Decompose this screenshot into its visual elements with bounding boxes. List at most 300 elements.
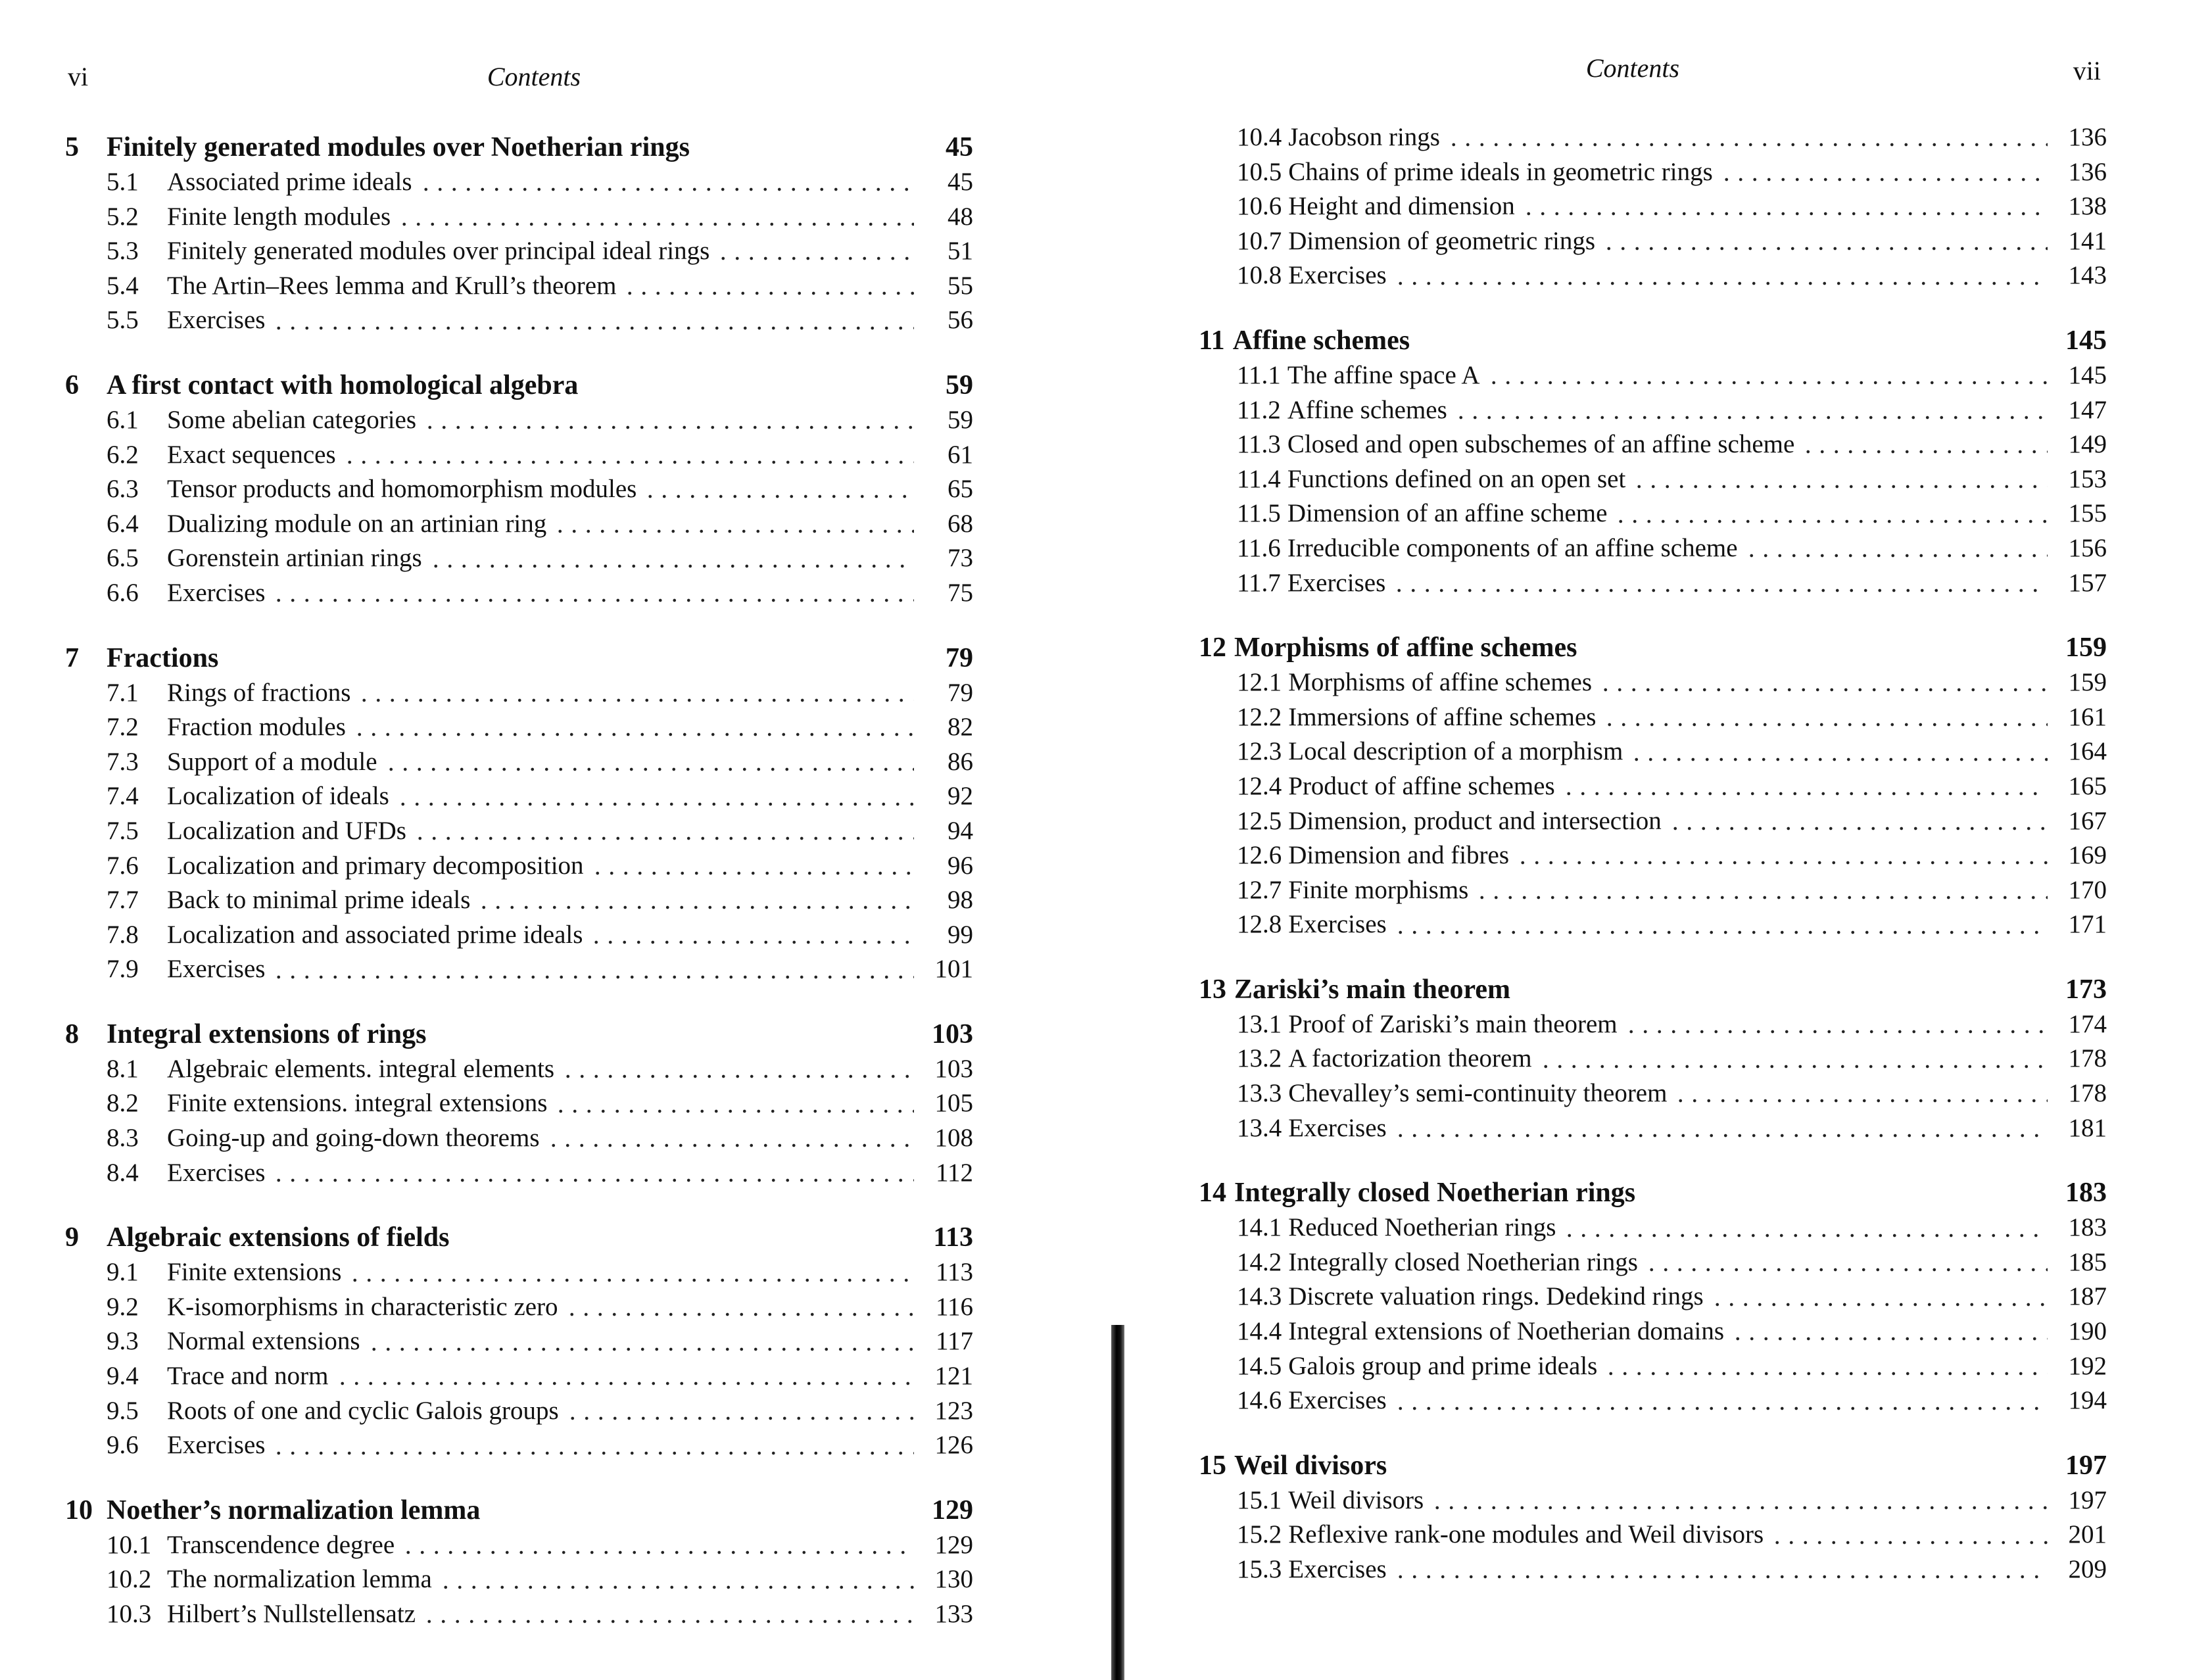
toc-section-entry[interactable]	[65, 1324, 973, 1359]
section-number: 7.5	[107, 816, 139, 845]
toc-section-entry[interactable]	[1199, 1007, 2107, 1042]
dot-leader	[429, 549, 914, 569]
toc-section-entry[interactable]	[65, 472, 973, 507]
toc-section-entry[interactable]	[1199, 1314, 2107, 1349]
section-number: 11.2	[1237, 395, 1281, 424]
section-title: Localization and associated prime ideals	[167, 920, 583, 949]
toc-section-entry[interactable]	[65, 918, 973, 953]
section-number: 9.5	[107, 1396, 139, 1425]
section-page-number: 101	[934, 955, 973, 984]
section-title: Exercises	[167, 955, 266, 984]
toc-section-entry[interactable]	[65, 200, 973, 235]
right-running-head: Contents	[1585, 53, 1680, 83]
chapter-page-number: 183	[2065, 1178, 2107, 1209]
section-title: Integrally closed Noetherian rings	[1288, 1247, 1638, 1276]
section-title: Rings of fractions	[167, 678, 351, 707]
toc-section-entry[interactable]	[65, 849, 973, 884]
dot-leader	[1562, 1218, 2048, 1238]
toc-section-entry[interactable]	[65, 1290, 973, 1325]
toc-section-entry[interactable]	[65, 1597, 973, 1632]
dot-leader	[1393, 266, 2048, 286]
section-page-number: 103	[934, 1054, 973, 1083]
section-number: 13.2	[1237, 1044, 1282, 1073]
section-number: 14.5	[1237, 1351, 1282, 1380]
section-page-number: 105	[934, 1089, 973, 1118]
section-number: 10.6	[1237, 192, 1282, 221]
section-title: Algebraic elements. integral elements	[167, 1054, 555, 1083]
dot-leader	[343, 445, 914, 465]
chapter-heading[interactable]	[65, 1017, 973, 1052]
chapter-heading[interactable]	[65, 641, 973, 676]
chapter-page-number: 59	[946, 370, 973, 400]
section-title: Back to minimal prime ideals	[167, 886, 471, 915]
section-page-number: 48	[948, 202, 973, 231]
section-page-number: 178	[2068, 1079, 2107, 1108]
section-number: 9.2	[107, 1292, 139, 1321]
dot-leader	[1668, 811, 2048, 831]
toc-section-entry[interactable]	[65, 1255, 973, 1290]
toc-section-entry[interactable]	[65, 779, 973, 814]
section-page-number: 201	[2068, 1520, 2107, 1549]
toc-section-entry[interactable]	[65, 576, 973, 611]
section-page-number: 99	[948, 920, 973, 949]
section-page-number: 75	[948, 578, 973, 607]
toc-section-entry[interactable]	[65, 403, 973, 438]
dot-leader	[565, 1401, 914, 1421]
dot-leader	[272, 583, 914, 603]
dot-leader	[367, 1332, 914, 1352]
section-title: Closed and open subschemes of an affine scheme	[1287, 430, 1795, 459]
chapter-page-number: 159	[2065, 633, 2107, 663]
toc-section-entry[interactable]	[65, 1121, 973, 1156]
section-number: 9.6	[107, 1431, 139, 1460]
chapter-title: Noether’s normalization lemma	[107, 1495, 481, 1525]
dot-leader	[1602, 708, 2048, 727]
chapter-number: 14	[1199, 1178, 1226, 1209]
section-page-number: 141	[2068, 226, 2107, 255]
chapter-title: Algebraic extensions of fields	[107, 1222, 450, 1253]
dot-leader	[439, 1570, 914, 1590]
toc-section-entry[interactable]	[65, 1359, 973, 1394]
section-page-number: 94	[948, 816, 973, 845]
toc-section-entry[interactable]	[65, 883, 973, 918]
section-page-number: 183	[2068, 1213, 2107, 1242]
section-title: The affine space A	[1287, 360, 1480, 389]
toc-section-entry[interactable]	[1199, 1349, 2107, 1384]
section-title: Exercises	[1288, 261, 1387, 290]
section-number: 12.4	[1237, 771, 1282, 800]
section-page-number: 126	[934, 1431, 973, 1460]
dot-leader	[1598, 673, 2048, 692]
toc-section-entry[interactable]	[1199, 155, 2107, 190]
chapter-heading[interactable]	[1199, 972, 2107, 1007]
dot-leader	[1719, 162, 2048, 182]
dot-leader	[397, 207, 914, 227]
section-page-number: 165	[2068, 771, 2107, 800]
dot-leader	[1562, 777, 2048, 796]
dot-leader	[272, 960, 914, 980]
section-number: 7.9	[107, 955, 139, 984]
section-number: 14.2	[1237, 1247, 1282, 1276]
dot-leader	[565, 1297, 914, 1317]
chapter-number: 6	[65, 370, 79, 400]
dot-leader	[554, 1094, 914, 1114]
section-number: 11.3	[1237, 430, 1281, 459]
section-title: Proof of Zariski’s main theorem	[1288, 1009, 1618, 1038]
section-page-number: 117	[935, 1327, 973, 1356]
dot-leader	[401, 1535, 914, 1555]
section-title: Product of affine schemes	[1288, 771, 1555, 800]
chapter-heading[interactable]	[1199, 1176, 2107, 1211]
toc-section-entry[interactable]	[65, 165, 973, 200]
section-title: Finite extensions	[167, 1258, 342, 1287]
dot-leader	[413, 821, 914, 841]
section-title: A factorization theorem	[1288, 1044, 1532, 1073]
toc-section-entry[interactable]	[65, 1428, 973, 1463]
section-number: 9.4	[107, 1362, 139, 1391]
toc-section-entry[interactable]	[65, 676, 973, 711]
toc-section-entry[interactable]	[65, 814, 973, 849]
right-page-contents	[1199, 120, 2107, 1587]
toc-section-entry[interactable]	[65, 745, 973, 780]
section-page-number: 171	[2068, 910, 2107, 939]
section-number: 7.1	[107, 678, 139, 707]
toc-section-entry[interactable]	[1199, 1076, 2107, 1111]
dot-leader	[1447, 128, 2048, 147]
section-page-number: 187	[2068, 1282, 2107, 1311]
toc-section-entry[interactable]	[1199, 1518, 2107, 1552]
section-title: Gorenstein artinian rings	[167, 544, 422, 573]
book-binding-shadow	[1111, 1325, 1124, 1680]
toc-section-entry[interactable]	[65, 1086, 973, 1121]
toc-section-entry[interactable]	[65, 1052, 973, 1087]
toc-section-entry[interactable]	[65, 952, 973, 987]
section-title: Hilbert’s Nullstellensatz	[167, 1600, 416, 1628]
toc-section-entry[interactable]	[1199, 769, 2107, 804]
section-page-number: 178	[2068, 1044, 2107, 1073]
toc-section-entry[interactable]	[65, 303, 973, 338]
chapter-page-number: 129	[932, 1495, 973, 1525]
toc-section-entry[interactable]	[1199, 462, 2107, 497]
chapter-heading[interactable]	[1199, 631, 2107, 665]
toc-section-entry[interactable]	[65, 234, 973, 269]
section-page-number: 190	[2068, 1317, 2107, 1346]
chapter-number: 12	[1199, 633, 1226, 663]
section-title: Exercises	[1287, 568, 1386, 597]
chapter-heading[interactable]	[65, 1220, 973, 1255]
dot-leader	[561, 1059, 914, 1079]
section-title: Dimension of an affine scheme	[1287, 499, 1608, 528]
section-number: 8.2	[107, 1089, 139, 1118]
section-number: 10.1	[107, 1530, 152, 1559]
dot-leader	[348, 1263, 914, 1283]
dot-leader	[1731, 1322, 2048, 1341]
toc-section-entry[interactable]	[1199, 838, 2107, 873]
dot-leader	[335, 1366, 914, 1386]
toc-section-entry[interactable]	[65, 438, 973, 473]
chapter-heading[interactable]	[65, 368, 973, 403]
section-number: 10.5	[1237, 157, 1282, 186]
section-title: Trace and norm	[167, 1362, 329, 1391]
section-number: 10.2	[107, 1565, 152, 1594]
toc-section-entry[interactable]	[65, 1562, 973, 1597]
section-title: Local description of a morphism	[1288, 737, 1623, 766]
section-page-number: 59	[948, 405, 973, 434]
toc-section-entry[interactable]	[65, 541, 973, 576]
chapter-number: 8	[65, 1019, 79, 1049]
toc-section-entry[interactable]	[65, 269, 973, 304]
section-title: Some abelian categories	[167, 405, 417, 434]
section-number: 8.1	[107, 1054, 139, 1083]
toc-section-entry[interactable]	[1199, 566, 2107, 601]
chapter-title: Fractions	[107, 642, 219, 673]
section-page-number: 197	[2068, 1485, 2107, 1514]
section-page-number: 159	[2068, 668, 2107, 697]
section-number: 5.2	[107, 202, 139, 231]
chapter-title: Integrally closed Noetherian rings	[1234, 1178, 1636, 1209]
toc-section-entry[interactable]	[1199, 665, 2107, 700]
section-number: 10.8	[1237, 261, 1282, 290]
left-page-number: vi	[68, 62, 89, 91]
chapter-page-number: 45	[946, 132, 973, 162]
dot-leader	[477, 890, 914, 910]
chapter-heading[interactable]	[65, 1493, 973, 1528]
section-title: Localization and primary decomposition	[167, 851, 584, 880]
section-title: The Artin–Rees lemma and Krull’s theorem	[167, 271, 617, 300]
dot-leader	[1629, 742, 2048, 762]
chapter-page-number: 173	[2065, 974, 2107, 1005]
dot-leader	[1393, 1118, 2048, 1138]
dot-leader	[1604, 1356, 2048, 1376]
section-number: 7.7	[107, 886, 139, 915]
section-title: Exercises	[1288, 1555, 1387, 1583]
chapter-title: Morphisms of affine schemes	[1234, 633, 1577, 663]
dot-leader	[1487, 366, 2048, 385]
section-page-number: 116	[935, 1292, 973, 1321]
chapter-title: A first contact with homological algebra	[107, 370, 579, 400]
section-page-number: 143	[2068, 261, 2107, 290]
toc-section-entry[interactable]	[1199, 120, 2107, 155]
section-title: Transcendence degree	[167, 1530, 395, 1559]
section-page-number: 65	[948, 475, 973, 504]
section-number: 14.3	[1237, 1282, 1282, 1311]
toc-section-entry[interactable]	[1199, 258, 2107, 293]
dot-leader	[384, 752, 914, 772]
dot-leader	[1602, 231, 2048, 251]
section-title: Reduced Noetherian rings	[1288, 1213, 1556, 1242]
chapter-number: 9	[65, 1222, 79, 1253]
section-number: 15.1	[1237, 1485, 1282, 1514]
section-title: Chains of prime ideals in geometric rings	[1288, 157, 1713, 186]
section-number: 12.6	[1237, 841, 1282, 870]
chapter-heading[interactable]	[1199, 1449, 2107, 1483]
toc-section-entry[interactable]	[65, 1528, 973, 1563]
section-number: 11.7	[1237, 568, 1281, 597]
section-number: 10.3	[107, 1600, 152, 1628]
section-page-number: 136	[2068, 123, 2107, 151]
right-page-number: vii	[2073, 56, 2101, 85]
section-page-number: 55	[948, 271, 973, 300]
toc-section-entry[interactable]	[65, 1156, 973, 1191]
section-title: Discrete valuation rings. Dedekind rings	[1288, 1282, 1704, 1311]
section-number: 7.6	[107, 851, 139, 880]
section-number: 5.5	[107, 306, 139, 335]
section-page-number: 113	[935, 1258, 973, 1287]
toc-section-entry[interactable]	[1199, 1042, 2107, 1076]
toc-section-entry[interactable]	[1199, 1552, 2107, 1587]
toc-section-entry[interactable]	[65, 710, 973, 745]
section-title: K-isomorphisms in characteristic zero	[167, 1292, 558, 1321]
chapter-title: Weil divisors	[1234, 1450, 1387, 1481]
section-page-number: 147	[2068, 395, 2107, 424]
toc-section-entry[interactable]	[65, 1394, 973, 1429]
dot-leader	[1614, 504, 2048, 524]
toc-section-entry[interactable]	[1199, 1383, 2107, 1418]
chapter-title: Zariski’s main theorem	[1234, 974, 1510, 1005]
section-page-number: 129	[934, 1530, 973, 1559]
chapter-heading[interactable]	[1199, 324, 2107, 358]
dot-leader	[1393, 1560, 2048, 1579]
section-number: 13.4	[1237, 1113, 1282, 1142]
section-page-number: 185	[2068, 1247, 2107, 1276]
section-page-number: 73	[948, 544, 973, 573]
section-title: Going-up and going-down theorems	[167, 1124, 540, 1153]
dot-leader	[1645, 1253, 2048, 1272]
dot-leader	[1393, 1391, 2048, 1411]
dot-leader	[590, 856, 914, 876]
section-number: 8.3	[107, 1124, 139, 1153]
dot-leader	[272, 1163, 914, 1183]
section-number: 12.5	[1237, 806, 1282, 835]
section-title: Morphisms of affine schemes	[1288, 668, 1593, 697]
toc-section-entry[interactable]	[1199, 1245, 2107, 1280]
dot-leader	[1522, 197, 2048, 216]
section-number: 12.1	[1237, 668, 1282, 697]
dot-leader	[553, 514, 914, 534]
toc-section-entry[interactable]	[1199, 1280, 2107, 1314]
section-page-number: 61	[948, 440, 973, 469]
section-page-number: 161	[2068, 702, 2107, 731]
section-title: Dimension, product and intersection	[1288, 806, 1662, 835]
section-page-number: 133	[934, 1600, 973, 1628]
section-page-number: 112	[935, 1158, 973, 1187]
chapter-title: Affine schemes	[1232, 325, 1410, 356]
section-page-number: 130	[934, 1565, 973, 1594]
dot-leader	[1475, 880, 2048, 900]
dot-leader	[1393, 915, 2048, 935]
section-number: 7.3	[107, 747, 139, 776]
section-page-number: 45	[948, 168, 973, 196]
chapter-number: 11	[1199, 325, 1225, 356]
section-page-number: 209	[2068, 1555, 2107, 1583]
dot-leader	[357, 683, 914, 703]
section-page-number: 136	[2068, 157, 2107, 186]
dot-leader	[1744, 539, 2048, 558]
section-page-number: 167	[2068, 806, 2107, 835]
section-number: 12.7	[1237, 875, 1282, 904]
dot-leader	[422, 1604, 914, 1624]
section-page-number: 174	[2068, 1009, 2107, 1038]
section-title: Support of a module	[167, 747, 377, 776]
section-page-number: 170	[2068, 875, 2107, 904]
dot-leader	[1710, 1287, 2048, 1307]
dot-leader	[272, 311, 914, 331]
toc-section-entry[interactable]	[1199, 358, 2107, 393]
toc-section-entry[interactable]	[1199, 734, 2107, 769]
chapter-page-number: 103	[932, 1019, 973, 1049]
dot-leader	[643, 479, 914, 499]
section-page-number: 164	[2068, 737, 2107, 766]
chapter-number: 13	[1199, 974, 1226, 1005]
toc-section-entry[interactable]	[1199, 393, 2107, 428]
toc-section-entry[interactable]	[1199, 496, 2107, 531]
section-title: Exercises	[167, 1158, 266, 1187]
section-title: Weil divisors	[1288, 1485, 1424, 1514]
toc-section-entry[interactable]	[1199, 531, 2107, 566]
chapter-heading[interactable]	[65, 130, 973, 165]
section-title: Fraction modules	[167, 713, 346, 742]
dot-leader	[589, 925, 914, 945]
toc-section-entry[interactable]	[1199, 873, 2107, 908]
section-number: 7.8	[107, 920, 139, 949]
toc-section-entry[interactable]	[1199, 189, 2107, 224]
section-number: 6.6	[107, 578, 139, 607]
toc-section-entry[interactable]	[65, 507, 973, 542]
section-page-number: 149	[2068, 430, 2107, 459]
section-page-number: 153	[2068, 464, 2107, 493]
section-title: Exercises	[167, 306, 266, 335]
section-title: Finite extensions. integral extensions	[167, 1089, 548, 1118]
dot-leader	[1392, 573, 2048, 593]
section-number: 12.2	[1237, 702, 1282, 731]
section-title: Dimension and fibres	[1288, 841, 1510, 870]
section-title: Exercises	[167, 578, 266, 607]
section-number: 10.4	[1237, 123, 1282, 151]
section-title: Localization and UFDs	[167, 816, 406, 845]
section-title: Chevalley’s semi-continuity theorem	[1288, 1079, 1668, 1108]
section-number: 14.6	[1237, 1386, 1282, 1415]
section-title: Functions defined on an open set	[1287, 464, 1626, 493]
toc-section-entry[interactable]	[1199, 427, 2107, 462]
chapter-number: 10	[65, 1495, 93, 1525]
toc-section-entry[interactable]	[1199, 700, 2107, 735]
chapter-title: Integral extensions of rings	[107, 1019, 427, 1049]
section-title: Exact sequences	[167, 440, 336, 469]
toc-section-entry[interactable]	[1199, 1211, 2107, 1245]
dot-leader	[1539, 1049, 2048, 1069]
toc-section-entry[interactable]	[1199, 907, 2107, 942]
section-number: 11.4	[1237, 464, 1281, 493]
section-number: 5.3	[107, 237, 139, 266]
section-number: 9.3	[107, 1327, 139, 1356]
section-page-number: 56	[948, 306, 973, 335]
toc-section-entry[interactable]	[1199, 1483, 2107, 1518]
toc-section-entry[interactable]	[1199, 804, 2107, 839]
section-title: Galois group and prime ideals	[1288, 1351, 1598, 1380]
section-number: 11.1	[1237, 360, 1281, 389]
toc-section-entry[interactable]	[1199, 224, 2107, 259]
dot-leader	[1430, 1491, 2048, 1510]
section-page-number: 194	[2068, 1386, 2107, 1415]
section-number: 6.1	[107, 405, 139, 434]
section-number: 15.2	[1237, 1520, 1282, 1549]
left-running-head: Contents	[487, 62, 581, 91]
dot-leader	[716, 241, 914, 261]
section-title: Dualizing module on an artinian ring	[167, 509, 547, 538]
section-title: Reflexive rank-one modules and Weil divisors	[1288, 1520, 1764, 1549]
section-number: 11.6	[1237, 533, 1281, 562]
toc-section-entry[interactable]	[1199, 1111, 2107, 1146]
